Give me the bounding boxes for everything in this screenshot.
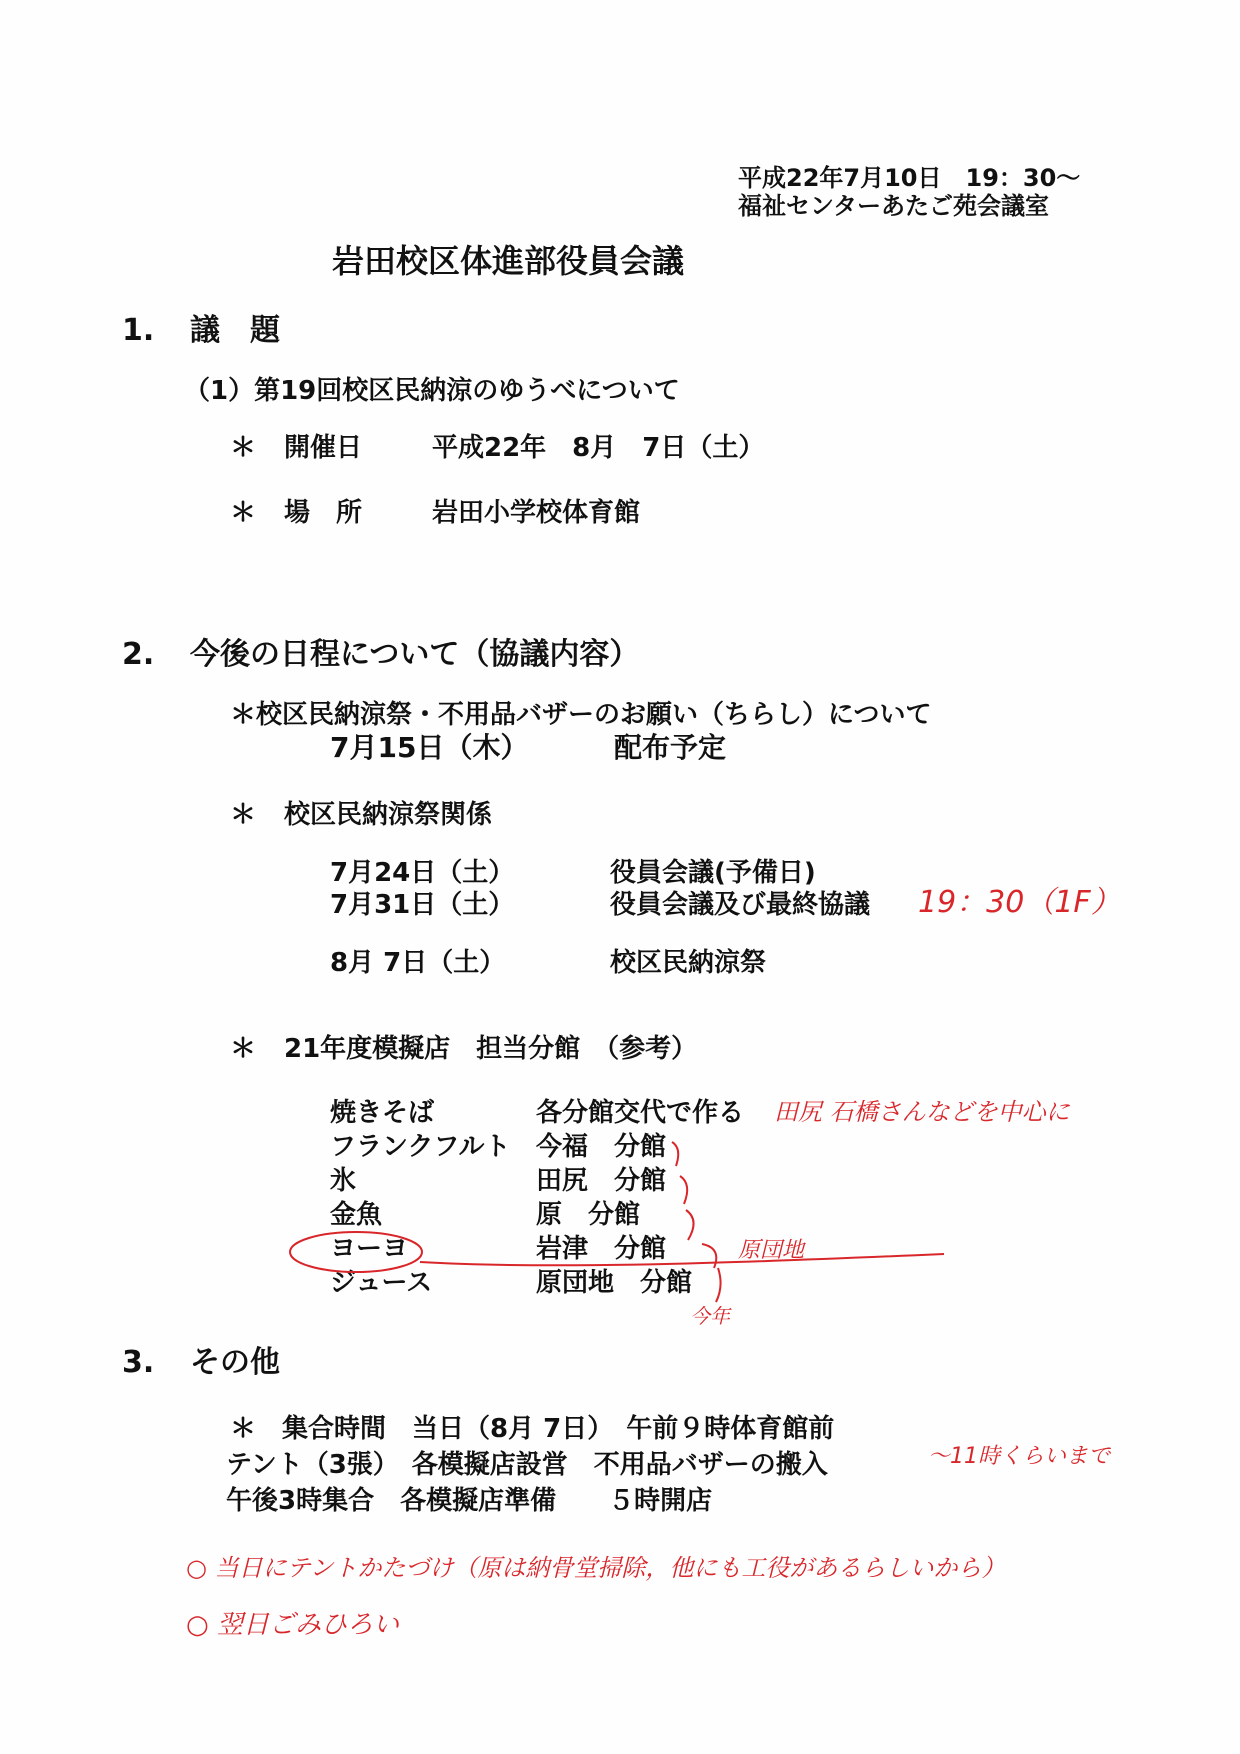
handwritten-harudanchi-note: 原団地 xyxy=(738,1238,805,1263)
section-3-heading: その他 xyxy=(190,1345,280,1380)
other-line: テント（3張） 各模擬店設営 不用品バザーの搬入 xyxy=(226,1450,828,1480)
handwritten-konen-note: 今年 xyxy=(690,1304,730,1328)
section-3-number: 3. xyxy=(122,1345,155,1380)
section-1-subitem: （1）第19回校区民納涼のゆうべについて xyxy=(184,376,680,406)
meeting-datetime: 平成22年7月10日 19：30～ xyxy=(738,164,1081,192)
event-place-label: 場 所 xyxy=(284,498,363,528)
bullet-icon: ＊ xyxy=(230,433,257,463)
rotation-arrow xyxy=(702,1244,716,1268)
stall-name: ジュース xyxy=(330,1268,433,1298)
flyer-date: 7月15日（木） xyxy=(330,731,529,764)
flyer-note: 配布予定 xyxy=(614,731,727,764)
section-1-number: 1. xyxy=(122,313,155,348)
stall-name: 氷 xyxy=(330,1166,357,1196)
schedule-date: 7月31日（土） xyxy=(330,890,515,920)
stall-name: ヨーヨ xyxy=(330,1234,409,1264)
stall-branch: 各分館交代で作る xyxy=(536,1098,745,1128)
schedule-date: 7月24日（土） xyxy=(330,858,515,888)
other-line: ＊ 集合時間 当日（8月 7日） 午前９時体育館前 xyxy=(230,1414,835,1444)
other-line: 午後3時集合 各模擬店準備 ５時開店 xyxy=(226,1486,713,1516)
bullet-icon: ＊ xyxy=(230,498,257,528)
section-2-heading: 今後の日程について（協議内容） xyxy=(190,637,640,672)
schedule-event: 役員会議及び最終協議 xyxy=(610,890,871,920)
event-place-value: 岩田小学校体育館 xyxy=(432,498,641,528)
handwritten-yakisoba-note: 田尻 石橋さんなどを中心に xyxy=(774,1098,1070,1126)
rotation-arrow xyxy=(672,1142,678,1166)
bullet-icon: ＊ xyxy=(230,1034,257,1064)
stall-branch: 原 分館 xyxy=(536,1200,641,1230)
stall-name: 金魚 xyxy=(330,1200,383,1230)
handwritten-time-note: 19：30（1F） xyxy=(918,885,1121,920)
stall-name: 焼きそば xyxy=(330,1098,435,1128)
festival-label: 校区民納涼祭関係 xyxy=(284,800,493,830)
document-title: 岩田校区体進部役員会議 xyxy=(332,242,685,280)
bullet-icon: ＊ xyxy=(230,800,257,830)
stall-branch: 岩津 分館 xyxy=(536,1234,667,1264)
stalls-label: 21年度模擬店 担当分館 （参考） xyxy=(284,1034,698,1064)
stall-branch: 今福 分館 xyxy=(536,1132,667,1162)
stall-branch: 原団地 分館 xyxy=(536,1268,693,1298)
section-2-number: 2. xyxy=(122,637,155,672)
stall-branch: 田尻 分館 xyxy=(536,1166,667,1196)
flyer-item: ＊校区民納涼祭・不用品バザーのお願い（ちらし）について xyxy=(230,700,932,730)
schedule-date: 8月 7日（土） xyxy=(330,948,506,978)
event-date-label: 開催日 xyxy=(284,433,363,463)
schedule-event: 校区民納涼祭 xyxy=(610,948,767,978)
rotation-arrow xyxy=(716,1268,721,1302)
handwritten-tent-note: ○ 当日にテントかたづけ（原は納骨堂掃除，他にも工役があるらしいから） xyxy=(186,1554,1006,1582)
event-date-value: 平成22年 8月 7日（土） xyxy=(432,433,765,463)
handwritten-bazaar-note: ～11時くらいまで xyxy=(928,1444,1110,1469)
strike-line xyxy=(420,1254,944,1265)
rotation-arrow xyxy=(680,1176,687,1204)
stall-name: フランクフルト xyxy=(330,1132,511,1162)
section-1-heading: 議 題 xyxy=(190,313,280,348)
rotation-arrow xyxy=(686,1210,694,1240)
schedule-event: 役員会議(予備日) xyxy=(610,858,816,888)
handwritten-trash-note: ○ 翌日ごみひろい xyxy=(186,1610,399,1640)
meeting-venue: 福祉センターあたご苑会議室 xyxy=(738,192,1050,220)
